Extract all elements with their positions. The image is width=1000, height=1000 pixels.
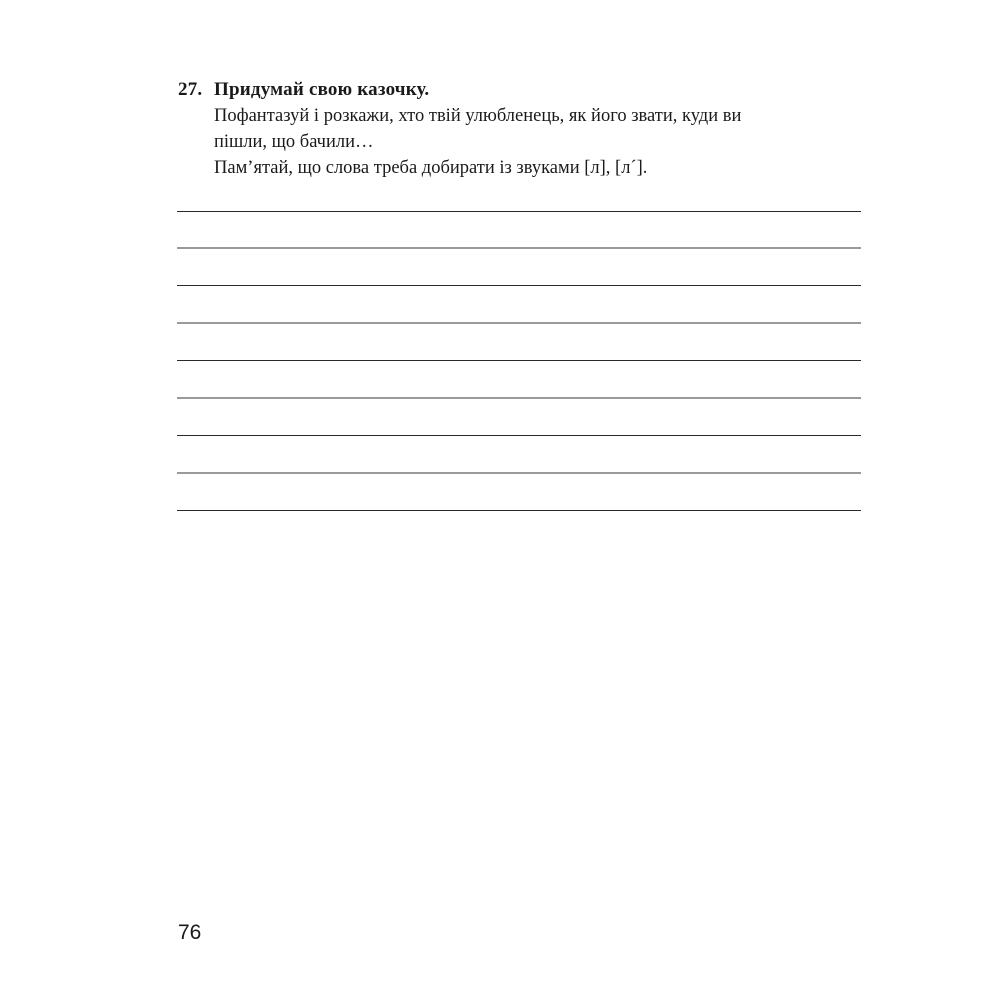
- writing-line[interactable]: [177, 435, 861, 436]
- writing-line[interactable]: [177, 360, 861, 361]
- instruction-line-2: пішли, що бачили…: [214, 132, 374, 152]
- writing-line[interactable]: [177, 472, 861, 474]
- writing-line[interactable]: [177, 397, 861, 399]
- exercise-block: [178, 78, 868, 181]
- exercise-title: Придумай свою казочку.: [214, 79, 430, 100]
- writing-line[interactable]: [177, 285, 861, 286]
- exercise-number: 27.: [178, 79, 203, 100]
- writing-line[interactable]: [177, 510, 861, 511]
- writing-line[interactable]: [177, 322, 861, 324]
- reminder-text: Пам’ятай, що слова треба добирати із звуками [л], [л´].: [214, 158, 648, 178]
- exercise-instructions: [214, 103, 868, 181]
- instruction-line-1: Пофантазуй і розкажи, хто твій улюбленець, як його звати, куди ви: [214, 106, 742, 126]
- writing-line[interactable]: [177, 211, 861, 212]
- exercise-heading: [178, 78, 868, 102]
- writing-line[interactable]: [177, 247, 861, 249]
- page-number: 76: [178, 921, 202, 944]
